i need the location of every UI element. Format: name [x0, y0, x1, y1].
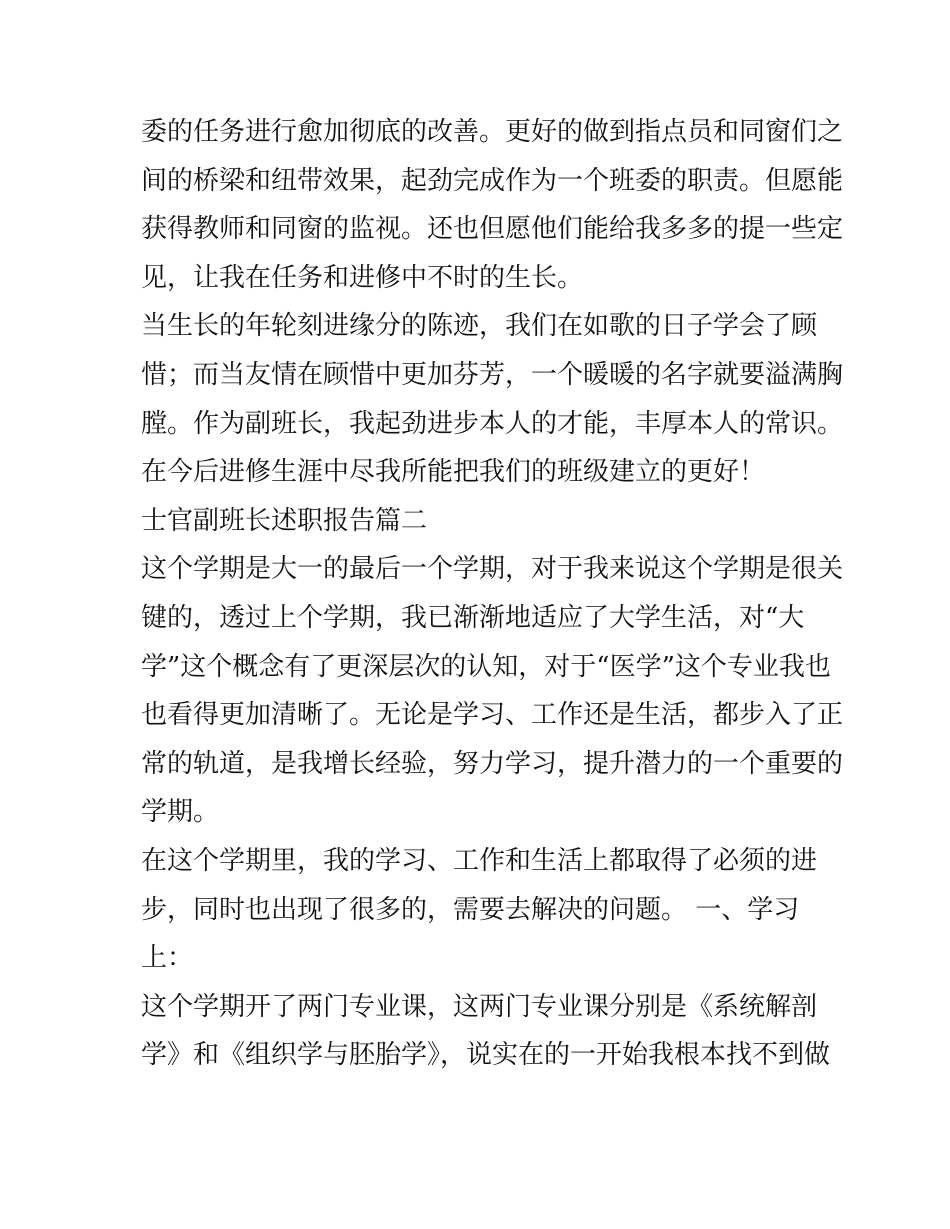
text-line: 上：: [141, 943, 194, 974]
text-line: 在今后进修生涯中尽我所能把我们的班级建立的更好！: [141, 457, 766, 488]
document-body: [141, 108, 844, 1080]
text-line: 常的轨道，是我增长经验，努力学习，提升潜力的一个重要的: [141, 748, 844, 779]
text-line: 膛。作为副班长，我起劲进步本人的才能，丰厚本人的常识。: [141, 408, 844, 439]
text-line: 在这个学期里，我的学习、工作和生活上都取得了必须的进: [141, 845, 818, 876]
text-line: 惜；而当友情在顾惜中更加芬芳，一个暖暖的名字就要溢满胸: [141, 359, 844, 390]
text-line: 学期。: [141, 797, 220, 828]
section-heading: 士官副班长述职报告篇二: [141, 505, 428, 536]
text-line: 学》和《组织学与胚胎学》，说实在的一开始我根本找不到做: [141, 1040, 831, 1071]
text-line: 步，同时也出现了很多的，需要去解决的问题。 一、学习: [141, 894, 800, 925]
text-line: 见，让我在任务和进修中不时的生长。: [141, 262, 584, 293]
text-line: 委的任务进行愈加彻底的改善。更好的做到指点员和同窗们之: [141, 117, 844, 147]
text-line: 当生长的年轮刻进缘分的陈迹，我们在如歌的日子学会了顾: [141, 311, 818, 342]
text-line: 键的，透过上个学期，我已渐渐地适应了大学生活，对“大: [141, 602, 805, 633]
text-line: 这个学期是大一的最后一个学期，对于我来说这个学期是很关: [141, 554, 844, 585]
text-line: 获得教师和同窗的监视。还也但愿他们能给我多多的提一些定: [141, 214, 844, 245]
text-line: 也看得更加清晰了。无论是学习、工作还是生活，都步入了正: [141, 700, 844, 731]
text-line: 学”这个概念有了更深层次的认知，对于“医学”这个专业我也: [141, 651, 831, 682]
text-line: 间的桥梁和纽带效果，起劲完成作为一个班委的职责。但愿能: [141, 165, 844, 196]
text-line: 这个学期开了两门专业课，这两门专业课分别是《系统解剖: [141, 991, 818, 1022]
